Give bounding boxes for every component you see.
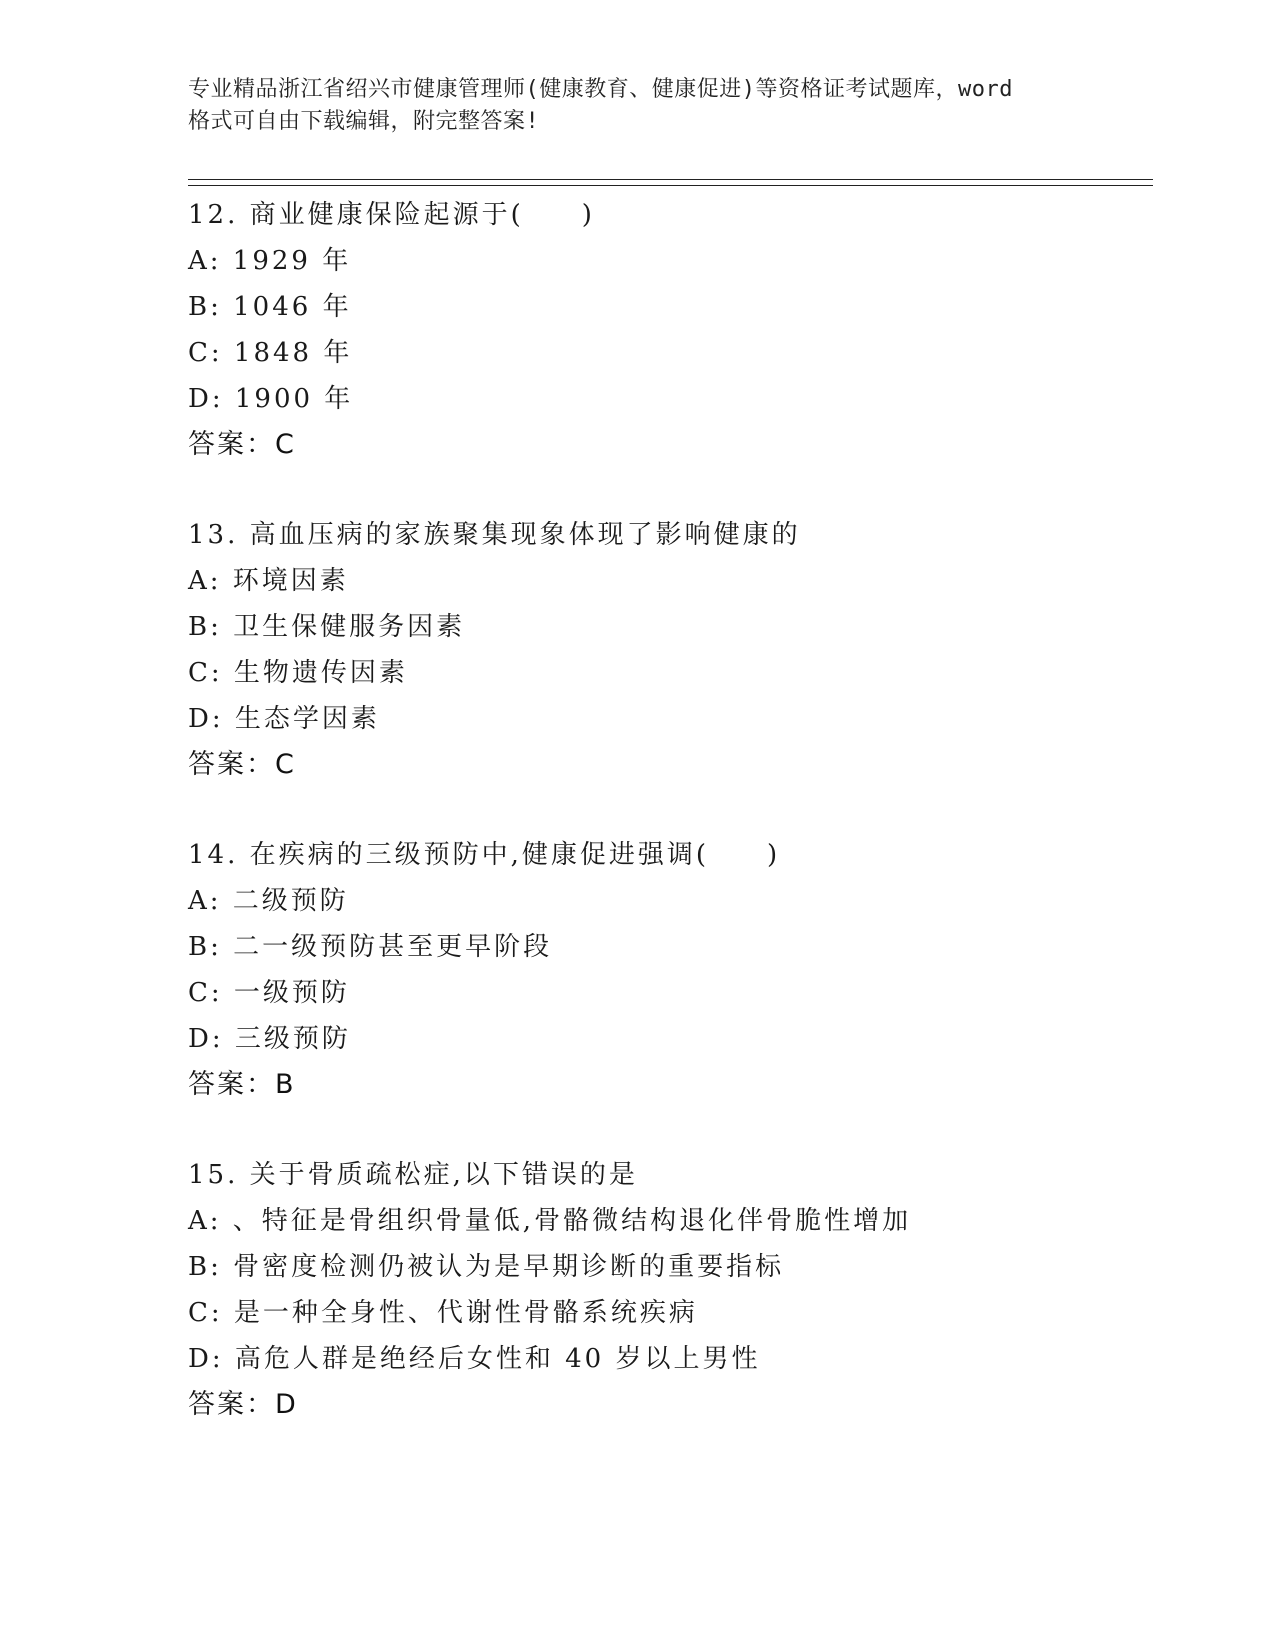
header-line-2: 格式可自由下载编辑，附完整答案! [188,109,540,134]
option-b: B: 骨密度检测仍被认为是早期诊断的重要指标 [188,1252,785,1282]
option-a: A: 环境因素 [188,566,349,596]
option-d: D: 高危人群是绝经后女性和 40 岁以上男性 [188,1344,761,1374]
option-b: B: 1046 年 [188,292,352,322]
option-c: C: 一级预防 [188,978,350,1008]
header-divider-bottom [188,185,1153,186]
option-a: A: 、特征是骨组织骨量低,骨骼微结构退化伴骨脆性增加 [188,1206,912,1236]
answer-line: 答案：C [188,429,296,460]
question-list [188,192,1148,1472]
answer-line: 答案：B [188,1069,296,1100]
option-c: C: 生物遗传因素 [188,658,408,688]
header-line-1: 专业精品浙江省绍兴市健康管理师(健康教育、健康促进)等资格证考试题库，word [188,77,1013,102]
question-stem: 15. 关于骨质疏松症,以下错误的是 [188,1160,638,1190]
question-14 [188,832,1148,1108]
option-d: D: 三级预防 [188,1024,351,1054]
option-d: D: 1900 年 [188,384,354,414]
question-13 [188,512,1148,788]
question-15 [188,1152,1148,1428]
option-b: B: 二一级预防甚至更早阶段 [188,932,553,962]
question-12 [188,192,1148,468]
question-stem: 13. 高血压病的家族聚集现象体现了影响健康的 [188,520,801,550]
option-a: A: 1929 年 [188,246,352,276]
option-d: D: 生态学因素 [188,704,380,734]
answer-line: 答案：D [188,1389,298,1420]
option-b: B: 卫生保健服务因素 [188,612,466,642]
question-stem: 12. 商业健康保险起源于( ) [188,200,595,230]
option-c: C: 1848 年 [188,338,353,368]
question-stem: 14. 在疾病的三级预防中,健康促进强调( ) [188,840,781,870]
document-header [188,74,1088,138]
option-c: C: 是一种全身性、代谢性骨骼系统疾病 [188,1298,698,1328]
option-a: A: 二级预防 [188,886,349,916]
header-divider-top [188,179,1153,180]
answer-line: 答案：C [188,749,296,780]
